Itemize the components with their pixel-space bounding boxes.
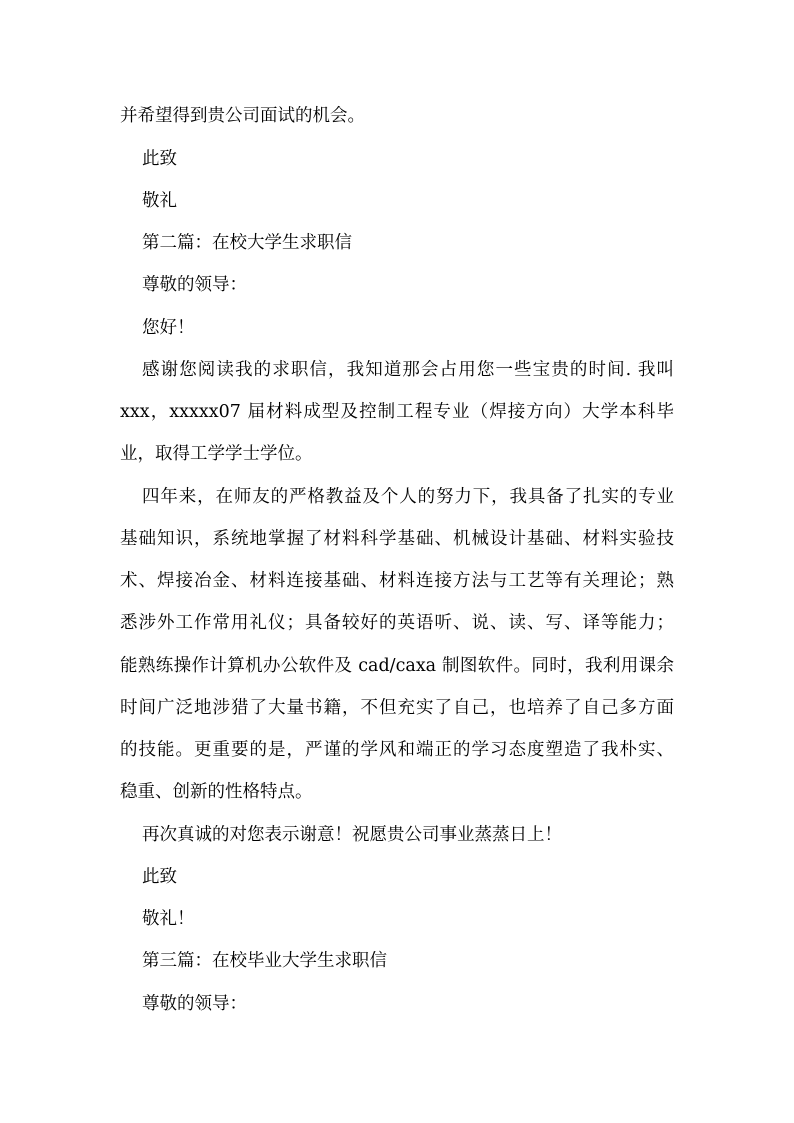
paragraph-line: 的技能。更重要的是，严谨的学风和端正的学习态度塑造了我朴实、: [120, 740, 674, 760]
closing-line: 此致: [142, 149, 177, 169]
paragraph-line: 术、焊接冶金、材料连接基础、材料连接方法与工艺等有关理论；熟: [120, 571, 674, 591]
greeting-line: 尊敬的领导：: [142, 994, 247, 1014]
paragraph-line: 基础知识，系统地掌握了材料科学基础、机械设计基础、材料实验技: [120, 529, 674, 549]
paragraph-line: 四年来，在师友的严格教益及个人的努力下，我具备了扎实的专业: [142, 487, 674, 507]
section-heading: 第三篇：在校毕业大学生求职信: [142, 951, 387, 971]
paragraph-line: 时间广泛地涉猎了大量书籍，不但充实了自己，也培养了自己多方面: [120, 698, 674, 718]
paragraph-line: 感谢您阅读我的求职信，我知道那会占用您一些宝贵的时间. 我叫: [142, 360, 674, 380]
paragraph-line: 稳重、创新的性格特点。: [120, 782, 313, 802]
paragraph-line: 能熟练操作计算机办公软件及 cad/caxa 制图软件。同时，我利用课余: [120, 656, 674, 676]
paragraph-line: 悉涉外工作常用礼仪；具备较好的英语听、说、读、写、译等能力；: [120, 613, 674, 633]
greeting-line: 您好！: [142, 318, 195, 338]
paragraph-line: 业，取得工学学士学位。: [120, 444, 313, 464]
paragraph-line: 再次真诚的对您表示谢意！祝愿贵公司事业蒸蒸日上！: [142, 825, 562, 845]
salutation-line: 敬礼！: [142, 909, 195, 929]
salutation-line: 敬礼: [142, 191, 177, 211]
text-line: 并希望得到贵公司面试的机会。: [120, 106, 365, 126]
paragraph-line: xxx，xxxxx07 届材料成型及控制工程专业（焊接方向）大学本科毕: [120, 402, 674, 422]
section-heading: 第二篇：在校大学生求职信: [142, 233, 352, 253]
greeting-line: 尊敬的领导：: [142, 275, 247, 295]
closing-line: 此致: [142, 867, 177, 887]
